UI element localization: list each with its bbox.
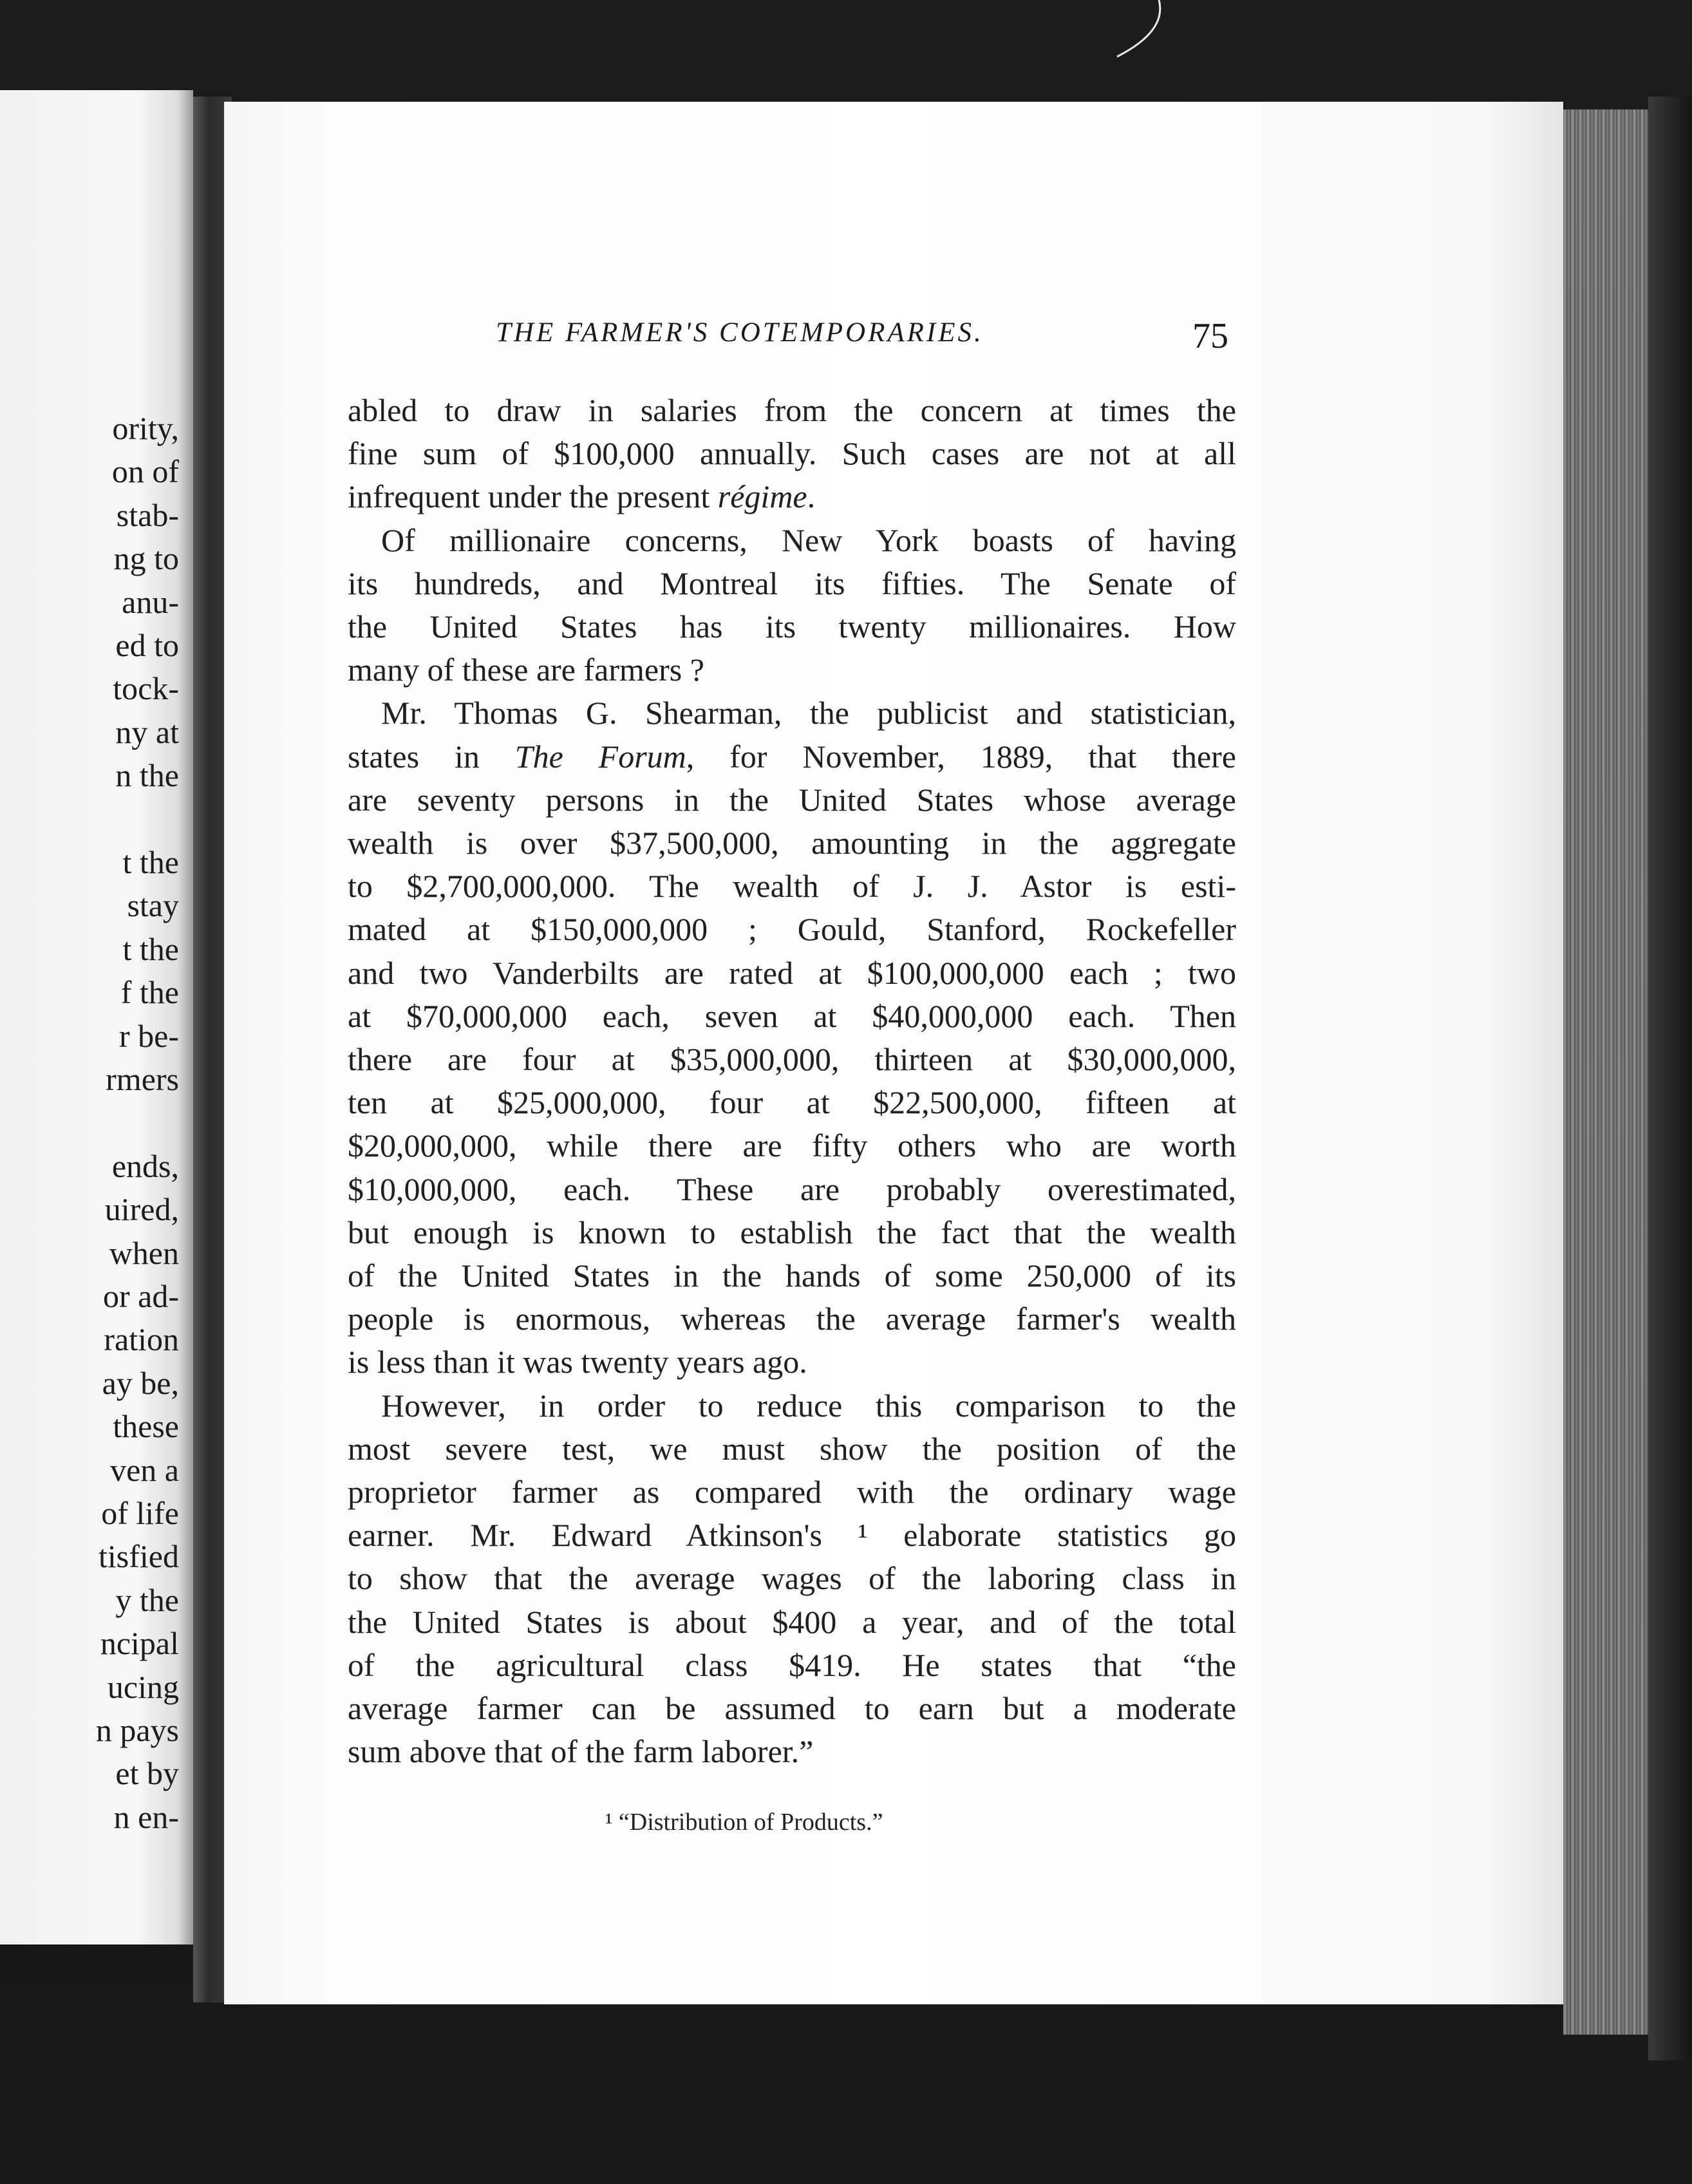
text-line: wealth is over $37,500,000, amounting in the aggregate bbox=[348, 825, 1236, 861]
text-line: people is enormous, whereas the average farmer's wealth bbox=[348, 1301, 1236, 1337]
text-line: are seventy persons in the United States whose average bbox=[348, 781, 1236, 818]
left-page-line: stay bbox=[127, 887, 179, 924]
text-line: to show that the average wages of the laboring class in bbox=[348, 1560, 1236, 1597]
left-page-line: t the bbox=[122, 844, 179, 880]
left-page-line: ration bbox=[104, 1321, 179, 1358]
text-line: sum above that of the farm laborer.” bbox=[348, 1733, 814, 1770]
left-page-line: y the bbox=[115, 1581, 179, 1618]
left-page-line: ed to bbox=[115, 627, 179, 663]
text-line: there are four at $35,000,000, thirteen at $30,000,000, bbox=[348, 1041, 1236, 1077]
text-line: at $70,000,000 each, seven at $40,000,000 each. Then bbox=[348, 997, 1236, 1034]
text-line: of the United States in the hands of some 250,000 of its bbox=[348, 1257, 1236, 1294]
left-facing-page bbox=[0, 90, 193, 1944]
left-page-line: or ad- bbox=[103, 1278, 179, 1314]
left-page-line: n the bbox=[115, 757, 179, 794]
text-line: abled to draw in salaries from the concern at times the bbox=[348, 392, 1236, 428]
text-line: the United States has its twenty millionaires. How bbox=[348, 608, 1236, 645]
text-line: ten at $25,000,000, four at $22,500,000, fifteen at bbox=[348, 1084, 1236, 1121]
left-page-line: when bbox=[109, 1234, 179, 1271]
left-page-line: tisfied bbox=[99, 1538, 179, 1575]
left-page-line: rmers bbox=[106, 1061, 179, 1097]
text-line: $10,000,000, each. These are probably overestimated, bbox=[348, 1171, 1236, 1207]
page-number: 75 bbox=[1192, 316, 1228, 356]
text-line: of the agricultural class $419. He states that “the bbox=[348, 1646, 1236, 1683]
left-page-line: r be- bbox=[119, 1017, 179, 1054]
left-page-line: n pays bbox=[95, 1712, 179, 1748]
left-page-line: n en- bbox=[113, 1798, 179, 1835]
text-line: the United States is about $400 a year, and of the total bbox=[348, 1603, 1236, 1640]
left-page-line: et by bbox=[115, 1755, 179, 1792]
left-page-line: ority, bbox=[112, 410, 179, 446]
left-page-line: ucing bbox=[107, 1668, 179, 1705]
left-page-line: anu- bbox=[122, 583, 179, 620]
running-head: THE FARMER'S COTEMPORARIES. bbox=[496, 317, 984, 348]
text-line: and two Vanderbilts are rated at $100,000,000 each ; two bbox=[348, 954, 1236, 991]
text-line: but enough is known to establish the fact that the wealth bbox=[348, 1214, 1236, 1250]
left-page-line: of life bbox=[101, 1495, 179, 1531]
left-page-line: tock- bbox=[113, 670, 179, 707]
left-page-line: ven a bbox=[110, 1451, 179, 1488]
edge-shadow bbox=[1648, 97, 1692, 2060]
text-line: its hundreds, and Montreal its fifties. The Senate of bbox=[348, 565, 1236, 601]
left-page-line: f the bbox=[120, 974, 179, 1011]
left-page-line: stab- bbox=[116, 496, 179, 533]
footnote: ¹ “Distribution of Products.” bbox=[605, 1809, 883, 1836]
text-line: proprietor farmer as compared with the ordinary wage bbox=[348, 1474, 1236, 1510]
scan-scratch bbox=[1114, 0, 1172, 58]
text-line: Of millionaire concerns, New York boasts of having bbox=[381, 522, 1236, 558]
left-page-line: ng to bbox=[113, 540, 179, 577]
left-page-line: ends, bbox=[111, 1147, 179, 1184]
text-line: many of these are farmers ? bbox=[348, 652, 704, 688]
text-line: However, in order to reduce this comparison to the bbox=[381, 1387, 1236, 1424]
left-page-line: on of bbox=[111, 453, 179, 490]
text-line: to $2,700,000,000. The wealth of J. J. Astor is esti- bbox=[348, 868, 1236, 905]
left-page-line: ay be, bbox=[102, 1364, 179, 1401]
text-line: Mr. Thomas G. Shearman, the publicist and statistician, bbox=[381, 695, 1236, 731]
page-edges bbox=[1563, 109, 1653, 2035]
text-line: average farmer can be assumed to earn but a moderate bbox=[348, 1690, 1236, 1726]
left-page-line: ncipal bbox=[100, 1625, 179, 1662]
text-line: mated at $150,000,000 ; Gould, Stanford, Rockefeller bbox=[348, 911, 1236, 948]
text-line: earner. Mr. Edward Atkinson's ¹ elaborate statistics go bbox=[348, 1517, 1236, 1554]
left-page-line: t the bbox=[122, 930, 179, 967]
text-line: states in The Forum, for November, 1889, that there bbox=[348, 738, 1236, 775]
text-line: fine sum of $100,000 annually. Such cases are not at all bbox=[348, 435, 1236, 472]
text-line: $20,000,000, while there are fifty others who are worth bbox=[348, 1127, 1236, 1164]
left-page-line: uired, bbox=[104, 1191, 179, 1228]
text-line: most severe test, we must show the position of the bbox=[348, 1430, 1236, 1467]
text-line: is less than it was twenty years ago. bbox=[348, 1344, 807, 1380]
left-page-line: these bbox=[113, 1408, 179, 1445]
left-page-line: ny at bbox=[115, 713, 179, 750]
text-line: infrequent under the present régime. bbox=[348, 478, 816, 515]
